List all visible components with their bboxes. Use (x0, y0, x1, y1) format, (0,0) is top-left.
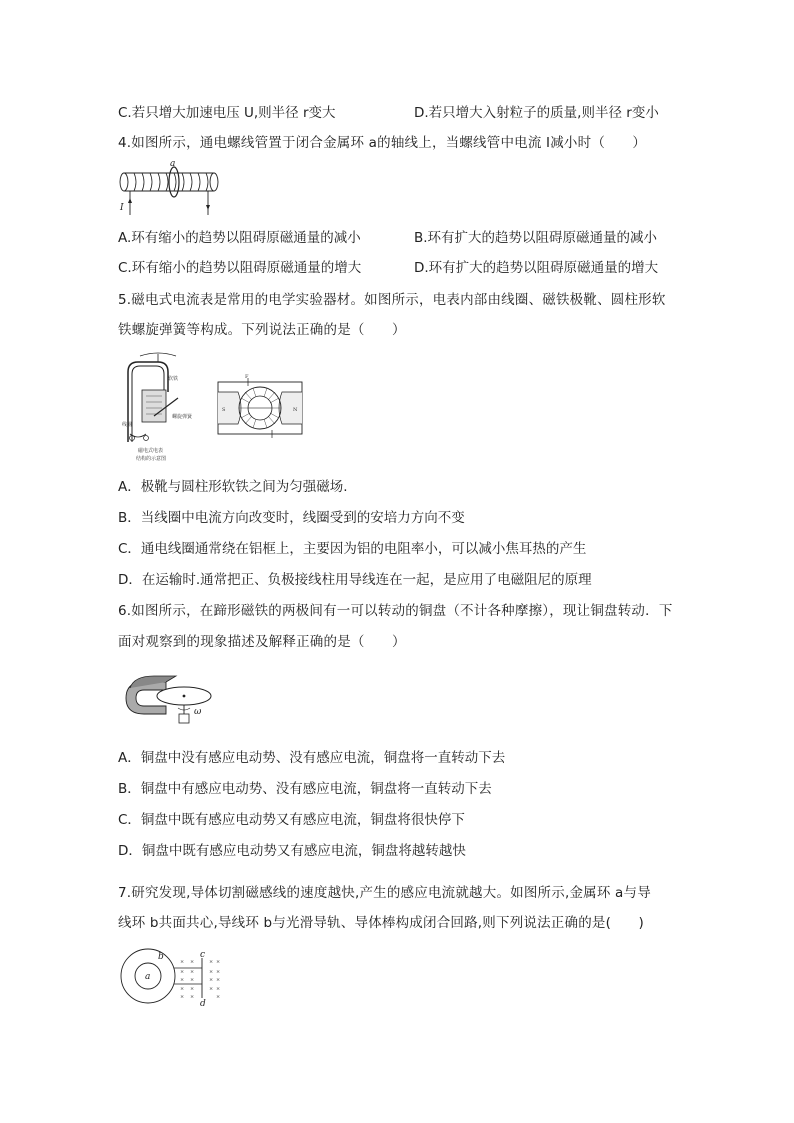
q5-option-a: A．极靴与圆柱形软铁之间为匀强磁场. (118, 479, 348, 495)
q4-label-i: I (120, 203, 124, 213)
q7-field-mark: × (180, 959, 185, 965)
svg-text:×: × (216, 969, 221, 975)
q7-stem-line1: 7.研究发现,导体切割磁感线的速度越快,产生的感应电流就越大。如图所示,金属环 a与导 (118, 885, 651, 901)
svg-text:×: × (209, 969, 214, 975)
q5-meter-structure-figure (118, 352, 198, 466)
svg-text:×: × (216, 959, 221, 965)
q5-label-coil: 线圈 (122, 422, 133, 428)
q5-option-d: D．在运输时.通常把正、负极接线柱用导线连在一起，是应用了电磁阻尼的原理 (118, 572, 592, 588)
q5-label-f: F (245, 374, 249, 380)
q7-label-b: b (158, 952, 164, 962)
q5-label-spring: 螺旋弹簧 (172, 414, 193, 420)
q4-option-a: A.环有缩小的趋势以阻碍原磁通量的减小 (118, 230, 361, 246)
svg-text:×: × (209, 977, 214, 983)
q4-option-c: C.环有缩小的趋势以阻碍原磁通量的增大 (118, 260, 362, 276)
svg-text:×: × (190, 977, 195, 983)
svg-text:×: × (216, 994, 221, 1000)
svg-text:×: × (190, 969, 195, 975)
svg-text:×: × (216, 977, 221, 983)
q5-field-distribution-figure (215, 374, 305, 442)
svg-text:×: × (180, 994, 185, 1000)
q5-label-s: S (222, 407, 226, 413)
q7-label-a: a (145, 972, 151, 982)
q5-caption-2: 结构的示意图 (136, 456, 167, 462)
q3-option-d: D.若只增大入射粒子的质量,则半径 r变小 (414, 105, 659, 121)
svg-text:×: × (190, 994, 195, 1000)
q4-solenoid-figure (116, 160, 226, 218)
q6-horseshoe-magnet-figure (120, 668, 220, 730)
q7-stem-line2: 线环 b共面共心,导线环 b与光滑导轨、导体棒构成闭合回路,则下列说法正确的是( ) (118, 915, 644, 931)
svg-text:×: × (190, 986, 195, 992)
q6-stem-line2: 面对观察到的现象描述及解释正确的是（ ） (118, 634, 406, 650)
q5-label-soft-iron: 软铁 (168, 376, 179, 382)
q4-option-d: D.环有扩大的趋势以阻碍原磁通量的增大 (414, 260, 659, 276)
svg-text:×: × (209, 986, 214, 992)
q4-stem: 4.如图所示，通电螺线管置于闭合金属环 a的轴线上，当螺线管中电流 I减小时（ ） (118, 135, 647, 151)
svg-text:×: × (180, 986, 185, 992)
svg-text:×: × (180, 969, 185, 975)
q5-stem-line1: 5.磁电式电流表是常用的电学实验器材。如图所示，电表内部由线圈、磁铁极靴、圆柱形软 (118, 292, 666, 308)
q6-option-d: D．铜盘中既有感应电动势又有感应电流，铜盘将越转越快 (118, 843, 466, 859)
q6-option-c: C．铜盘中既有感应电动势又有感应电流，铜盘将很快停下 (118, 812, 465, 828)
q4-label-a: a (170, 160, 176, 169)
metal-ring-a (169, 167, 179, 197)
q6-stem-line1: 6.如图所示，在蹄形磁铁的两极间有一可以转动的铜盘（不计各种摩擦），现让铜盘转动．下 (118, 603, 673, 619)
svg-text:×: × (190, 959, 195, 965)
q6-option-a: A．铜盘中没有感应电动势、没有感应电流，铜盘将一直转动下去 (118, 750, 506, 766)
q5-label-n: N (293, 407, 298, 413)
q5-stem-line2: 铁螺旋弹簧等构成。下列说法正确的是（ ） (118, 322, 406, 338)
q5-option-c: C．通电线圈通常绕在铝框上，主要因为铝的电阻率小，可以减小焦耳热的产生 (118, 541, 587, 557)
q5-caption-1: 磁电式电表 (138, 448, 164, 454)
q7-label-d: d (200, 999, 206, 1008)
q4-option-b: B.环有扩大的趋势以阻碍原磁通量的减小 (414, 230, 658, 246)
svg-text:×: × (180, 977, 185, 983)
q7-ring-rail-figure (116, 948, 226, 1008)
q7-label-c: c (200, 950, 206, 960)
q5-option-b: B．当线圈中电流方向改变时，线圈受到的安培力方向不变 (118, 510, 465, 526)
q6-option-b: B．铜盘中有感应电动势、没有感应电流，铜盘将一直转动下去 (118, 781, 492, 797)
svg-text:×: × (216, 986, 221, 992)
q6-label-omega: ω (194, 707, 202, 717)
q3-option-c: C.若只增大加速电压 U,则半径 r变大 (118, 105, 336, 121)
svg-text:×: × (209, 959, 214, 965)
